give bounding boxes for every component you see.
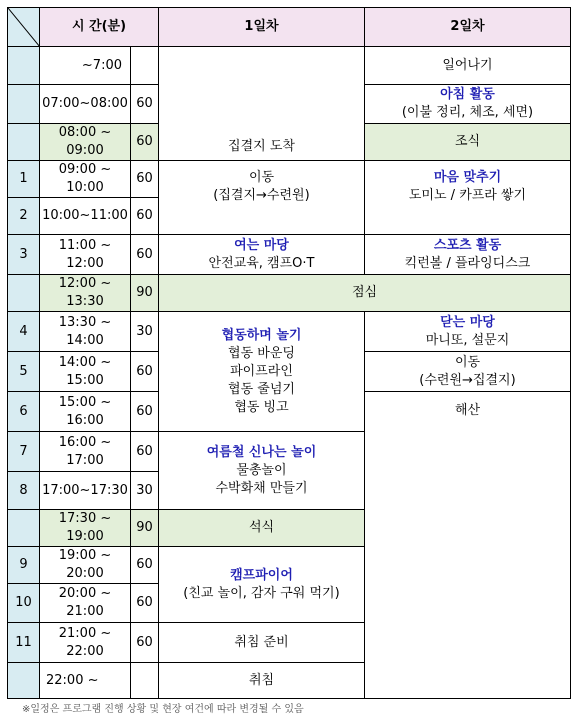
minutes-cell: 60	[131, 352, 159, 392]
sports-detail: 킥런볼 / 플라잉디스크	[404, 255, 531, 271]
row-number: 6	[8, 392, 40, 432]
minutes-cell	[131, 663, 159, 699]
row-number: 9	[8, 547, 40, 584]
schedule-table	[7, 7, 571, 699]
header-time: 시 간(분)	[40, 8, 159, 47]
footnote: ※일정은 프로그램 진행 상황 및 현장 여건에 따라 변경될 수 있음	[22, 704, 304, 715]
table-row	[8, 47, 571, 85]
time-cell: ~7:00	[40, 47, 131, 85]
day1-opening	[159, 235, 365, 275]
row-number: 4	[8, 312, 40, 352]
time-cell: 17:30 ~ 19:00	[40, 510, 131, 547]
minutes-cell: 60	[131, 198, 159, 235]
time-cell: 10:00~11:00	[40, 198, 131, 235]
time-cell: 15:00 ~ 16:00	[40, 392, 131, 432]
row-number: 7	[8, 432, 40, 472]
diagonal-line	[8, 8, 40, 47]
header-day1: 1일차	[159, 8, 365, 47]
minutes-cell: 60	[131, 392, 159, 432]
move-title: 이동	[248, 170, 275, 185]
table-row	[8, 275, 571, 312]
summer-title: 여름철 신나는 놀이	[206, 444, 317, 460]
time-cell: 17:00~17:30	[40, 472, 131, 510]
day1-move	[159, 161, 365, 235]
day2-dismiss	[365, 392, 571, 699]
row-number: 8	[8, 472, 40, 510]
campfire-title: 캠프파이어	[230, 567, 293, 583]
table-row	[8, 161, 571, 198]
minutes-cell: 60	[131, 432, 159, 472]
dismiss-text: 해산	[454, 403, 481, 418]
minutes-cell: 30	[131, 312, 159, 352]
time-cell: 22:00 ~	[40, 663, 131, 699]
summer-item: 수박화채 만들기	[215, 480, 308, 496]
arrival-text: 집결지 도착	[228, 139, 295, 154]
day1-summer	[159, 432, 365, 510]
day2-mind	[365, 161, 571, 235]
coop-item: 협동 줄넘기	[228, 381, 295, 397]
day1-campfire	[159, 547, 365, 623]
time-cell: 21:00 ~ 22:00	[40, 623, 131, 663]
row-number	[8, 275, 40, 312]
opening-detail: 안전교육, 캠프O·T	[208, 255, 315, 271]
row-number	[8, 663, 40, 699]
lunch-cell: 점심	[159, 275, 571, 312]
header-row	[8, 8, 571, 47]
time-cell: 08:00 ~ 09:00	[40, 124, 131, 161]
minutes-cell: 60	[131, 584, 159, 623]
row-number: 1	[8, 161, 40, 198]
mind-title: 마음 맞추기	[433, 170, 502, 185]
minutes-cell: 90	[131, 275, 159, 312]
coop-item: 파이프라인	[230, 363, 293, 379]
morning-detail: (이불 정리, 체조, 세면)	[401, 105, 534, 120]
coop-item: 협동 빙고	[234, 399, 289, 415]
minutes-cell: 60	[131, 547, 159, 584]
move-title: 이동	[454, 354, 481, 370]
header-day2: 2일차	[365, 8, 571, 47]
coop-item: 협동 바운딩	[228, 345, 295, 361]
mind-detail: 도미노 / 카프라 쌓기	[408, 188, 527, 203]
day1-bed-prep: 취침 준비	[159, 623, 365, 663]
row-number: 3	[8, 235, 40, 275]
minutes-cell: 90	[131, 510, 159, 547]
day2-breakfast: 조식	[365, 124, 571, 161]
time-cell: 12:00 ~ 13:30	[40, 275, 131, 312]
closing-title: 닫는 마당	[440, 314, 495, 330]
row-number: 5	[8, 352, 40, 392]
sports-title: 스포츠 활동	[433, 237, 502, 253]
campfire-detail: (친교 놀이, 감자 구워 먹기)	[183, 585, 340, 601]
row-number	[8, 85, 40, 124]
time-cell: 14:00 ~ 15:00	[40, 352, 131, 392]
time-cell: 09:00 ~ 10:00	[40, 161, 131, 198]
time-cell: 20:00 ~ 21:00	[40, 584, 131, 623]
time-cell: 11:00 ~ 12:00	[40, 235, 131, 275]
minutes-cell: 30	[131, 472, 159, 510]
header-diagonal-cell	[8, 8, 40, 47]
opening-title: 여는 마당	[234, 237, 289, 253]
day1-dinner: 석식	[159, 510, 365, 547]
minutes-cell: 60	[131, 85, 159, 124]
day2-wake: 일어나기	[365, 47, 571, 85]
coop-title: 협동하며 놀기	[221, 327, 302, 343]
minutes-cell: 60	[131, 161, 159, 198]
summer-item: 물총놀이	[236, 462, 287, 478]
minutes-cell: 60	[131, 623, 159, 663]
morning-title: 아침 활동	[440, 87, 495, 102]
day2-move	[365, 352, 571, 392]
closing-detail: 마니또, 설문지	[425, 332, 510, 348]
row-number: 11	[8, 623, 40, 663]
day2-closing	[365, 312, 571, 352]
day2-morning-activity	[365, 85, 571, 124]
row-number	[8, 124, 40, 161]
day1-bed: 취침	[159, 663, 365, 699]
time-cell: 07:00~08:00	[40, 85, 131, 124]
row-number	[8, 510, 40, 547]
row-number	[8, 47, 40, 85]
table-row	[8, 312, 571, 352]
minutes-cell: 60	[131, 235, 159, 275]
row-number: 2	[8, 198, 40, 235]
time-cell: 19:00 ~ 20:00	[40, 547, 131, 584]
minutes-cell	[131, 47, 159, 85]
time-cell: 16:00 ~ 17:00	[40, 432, 131, 472]
table-row	[8, 235, 571, 275]
day2-sports	[365, 235, 571, 275]
row-number: 10	[8, 584, 40, 623]
day1-arrival	[159, 47, 365, 161]
day1-coop	[159, 312, 365, 432]
move-detail: (집결지→수련원)	[213, 188, 310, 203]
minutes-cell: 60	[131, 124, 159, 161]
time-cell: 13:30 ~ 14:00	[40, 312, 131, 352]
move-detail: (수련원→집결지)	[419, 372, 516, 388]
